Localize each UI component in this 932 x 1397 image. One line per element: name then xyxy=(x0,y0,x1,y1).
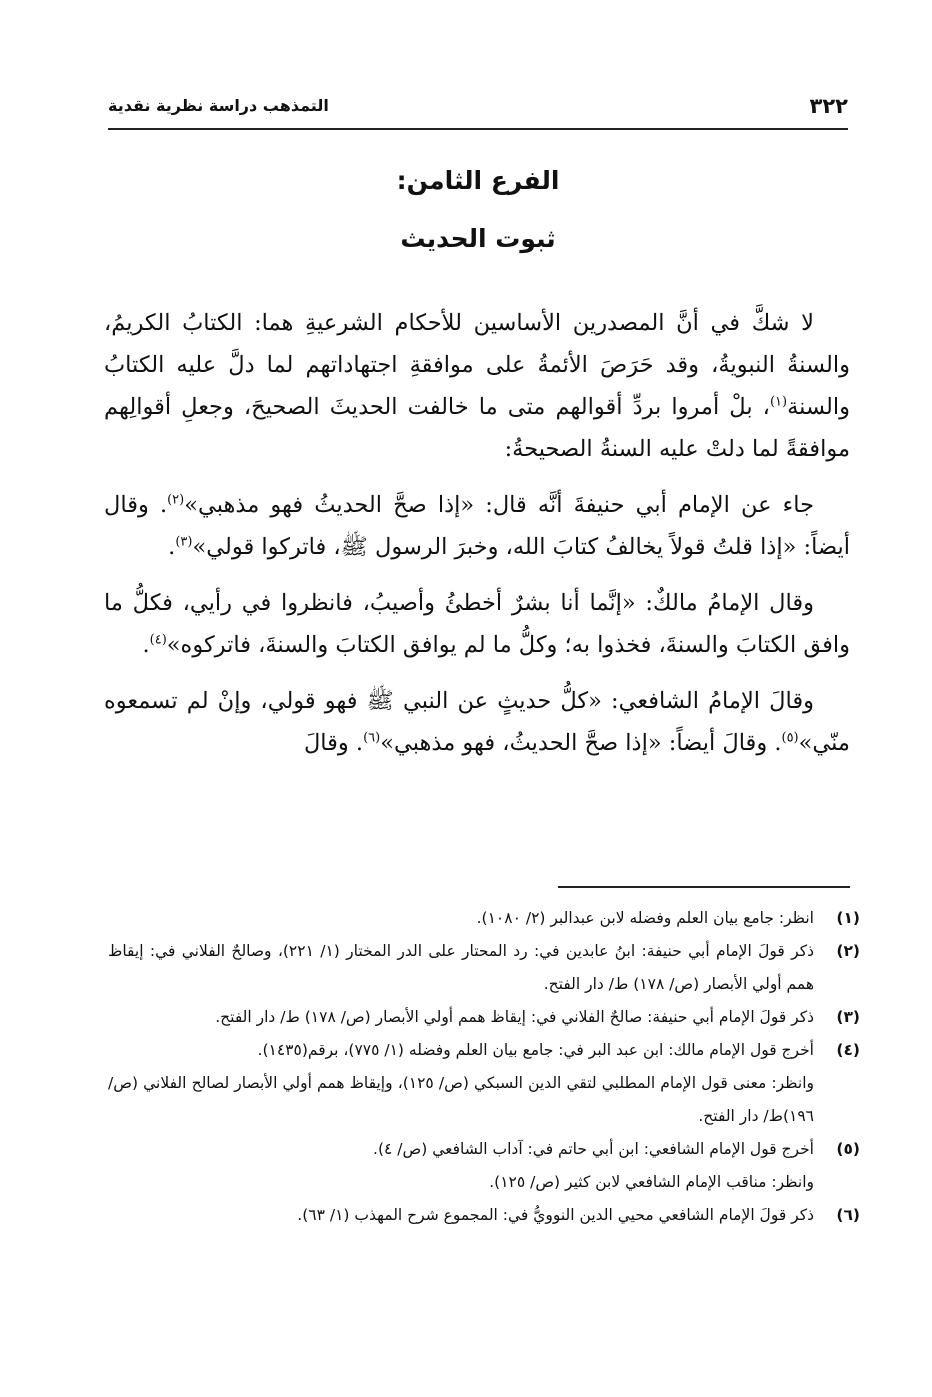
footnote-4 xyxy=(108,1034,860,1133)
footnote-ref-2[interactable]: (٢) xyxy=(167,492,185,508)
paragraph-4-end: . وقالَ xyxy=(303,730,364,756)
malik-quote-end: . xyxy=(142,632,150,658)
footnote-ref-1[interactable]: (١) xyxy=(769,394,788,410)
footnote-text: أخرج قول الإمام مالك: ابن عبد البر في: جامع بيان العلم وفضله (١/ ٧٧٥)، برقم(١٤٣٥). xyxy=(257,1041,814,1059)
shafii-quote-2: . وقالَ أيضاً: «إذا صحَّ الحديثُ، فهو مذهبي» xyxy=(380,730,782,756)
shafii-quote-1: وقالَ الإمامُ الشافعي: «كلُّ حديثٍ عن النبي ﷺ فهو قولي، وإنْ لم تسمعوه منّي» xyxy=(104,688,850,756)
footnote-ref-4[interactable]: (٤) xyxy=(149,632,167,648)
footnote-separator xyxy=(558,886,850,888)
footnote-5 xyxy=(108,1133,860,1199)
abu-hanifa-quote-1-end: . xyxy=(159,492,168,518)
section-title-heading: ثبوت الحديث xyxy=(400,224,556,253)
footnote-ref-3[interactable]: (٣) xyxy=(175,534,193,550)
footnote-ref-5[interactable]: (٥) xyxy=(781,730,799,746)
footnote-body xyxy=(108,1034,814,1133)
abu-hanifa-quote-1: جاء عن الإمام أبي حنيفةَ أنَّه قال: «إذا صحَّ الحديثُ فهو مذهبي» xyxy=(184,492,814,518)
footnote-text: أخرج قول الإمام الشافعي: ابن أبي حاتم في: آداب الشافعي (ص/ ٤). xyxy=(373,1140,814,1158)
footnote-ref-6[interactable]: (٦) xyxy=(363,730,381,746)
paragraph-3 xyxy=(104,582,850,666)
footnote-1 xyxy=(108,902,860,935)
footnote-6 xyxy=(108,1199,860,1232)
footnote-number: (١) xyxy=(836,909,860,927)
paragraph-4 xyxy=(104,680,850,764)
footnotes-section xyxy=(108,902,860,1232)
footnote-3 xyxy=(108,1001,860,1034)
footnote-see-also: وانظر: مناقب الإمام الشافعي لابن كثير (ص/ ١٢٥). xyxy=(489,1173,814,1191)
book-title: التمذهب دراسة نظرية نقدية xyxy=(108,96,329,115)
section-branch-heading: الفرع الثامن: xyxy=(396,166,560,195)
footnote-number: (٦) xyxy=(836,1206,860,1224)
abu-hanifa-quote-2-end: . xyxy=(168,534,176,560)
footnote-number: (٢) xyxy=(836,942,860,960)
malik-quote: وقال الإمامُ مالكٌ: «إنَّما أنا بشرٌ أخطئُ وأصيبُ، فانظروا في رأيي، فكلُّ ما وافق الكتابَ والسنةَ، فخذوا به؛ وكلُّ ما لم يوافق الكتابَ والسنةَ، فاتركوه» xyxy=(104,590,850,658)
running-header xyxy=(108,92,848,130)
footnote-text: انظر: جامع بيان العلم وفضله لابن عبدالبر (٢/ ١٠٨٠). xyxy=(476,909,814,927)
footnote-number: (٤) xyxy=(836,1041,860,1059)
page-number: ٣٢٢ xyxy=(809,94,848,118)
footnote-number: (٥) xyxy=(836,1140,860,1158)
footnote-body xyxy=(108,1133,814,1199)
footnote-text: ذكر قولَ الإمام الشافعي محيي الدين النوويُّ في: المجموع شرح المهذب (١/ ٦٣). xyxy=(297,1206,814,1224)
footnote-see-also: وانظر: معنى قول الإمام المطلبي لتقي الدين السبكي (ص/ ١٢٥)، وإيقاظ همم أولي الأبصار لصالح الفلاني (ص/ ١٩٦)ط/ دار الفتح. xyxy=(108,1074,815,1125)
paragraph-1-text-b: ، بلْ أمروا بردِّ أقوالهم متى ما خالفت الحديثَ الصحيحَ، وجعلِ أقوالِهم موافقةً لما دلتْ عليه السنةُ الصحيحةُ: xyxy=(104,394,850,462)
paragraph-2 xyxy=(104,484,850,568)
footnote-number: (٣) xyxy=(836,1008,860,1026)
paragraph-1 xyxy=(104,302,850,470)
footnote-2 xyxy=(108,935,860,1001)
footnote-text: ذكر قولَ الإمام أبي حنيفة: صالحٌ الفلاني في: إيقاظ همم أولي الأبصار (ص/ ١٧٨) ط/ دار الفتح. xyxy=(215,1008,814,1026)
main-body-text xyxy=(104,302,850,778)
abu-hanifa-quote-2: وقال أيضاً: «إذا قلتُ قولاً يخالفُ كتابَ الله، وخبرَ الرسول ﷺ، فاتركوا قولي» xyxy=(104,492,850,560)
paragraph-1-text-a: لا شكَّ في أنَّ المصدرين الأساسين للأحكام الشرعيةِ هما: الكتابُ الكريمُ، والسنةُ النبويةُ، وقد حَرَصَ الأئمةُ على موافقةِ اجتهاداتهم لما دلَّ عليه الكتابُ والسنة xyxy=(104,310,850,420)
footnote-text: ذكر قولَ الإمام أبي حنيفة: ابنُ عابدين في: رد المحتار على الدر المختار (١/ ٢٢١)، وصالحٌ الفلاني في: إيقاظ همم أولي الأبصار (ص/ ١٧٨) ط/ دار الفتح. xyxy=(108,942,814,993)
